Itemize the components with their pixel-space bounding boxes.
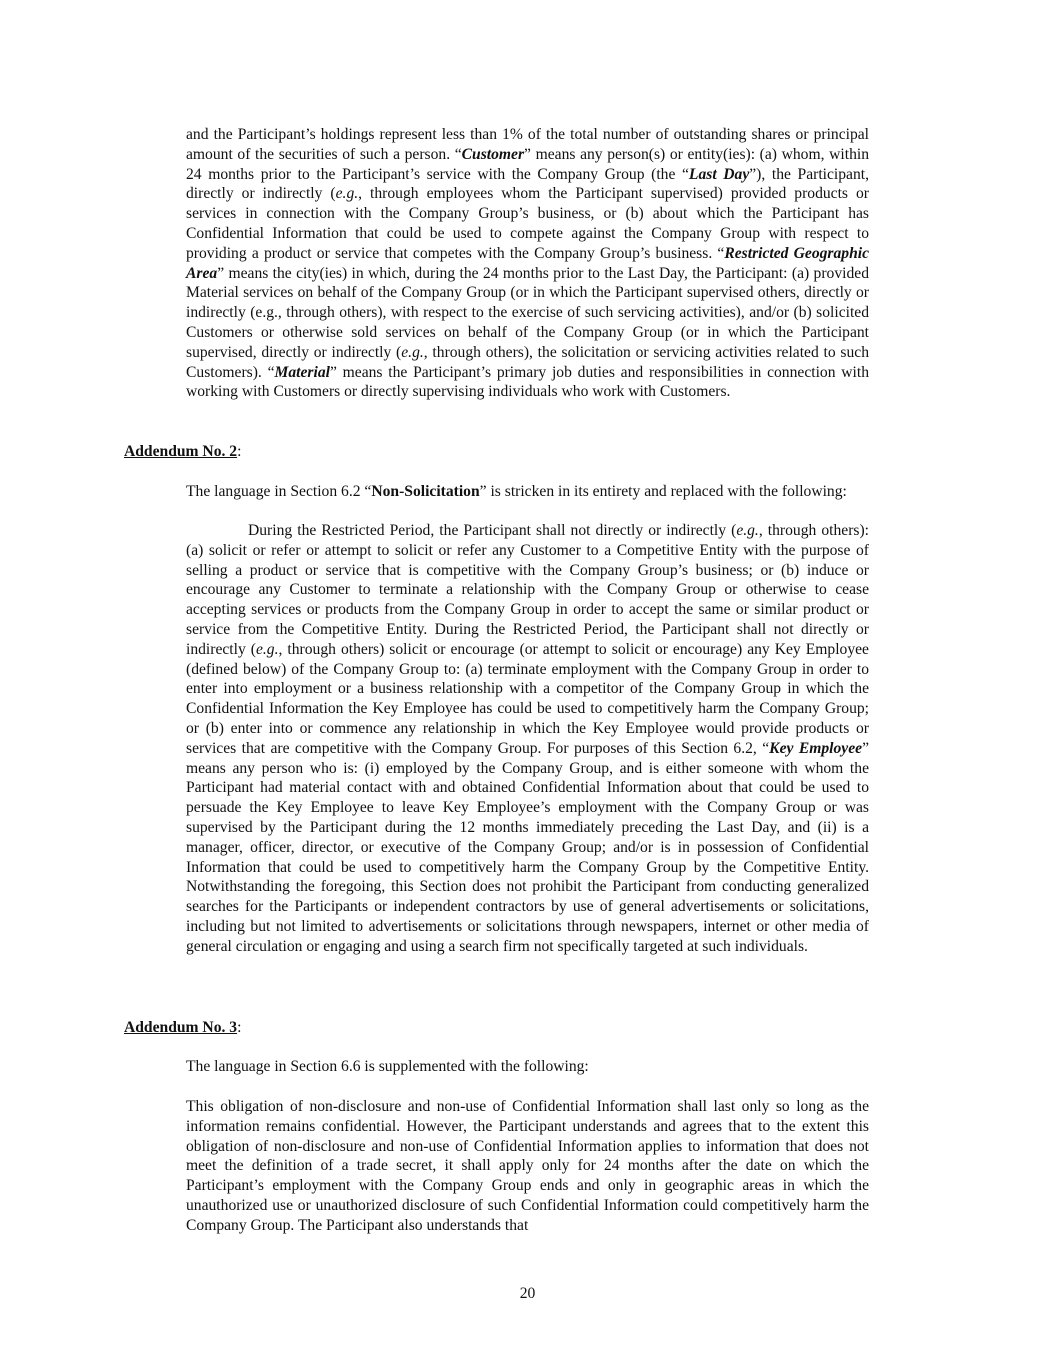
addendum-3-title: Addendum No. 3 [124,1019,238,1036]
addendum-3-heading [124,1018,241,1038]
addendum-3-intro: The language in Section 6.6 is supplemented with the following: [186,1058,589,1075]
text-run: The language in Section 6.2 “ [186,483,372,500]
text-run: ”), the Participant, directly or indirectly ( [186,165,869,203]
text-run: ” is stricken in its entirety and replaced with the following: [479,483,847,500]
text-run: ” means the Participant’s primary job duties and responsibilities in connection with working with Customers or directly supervising individuals who work with Customers. [186,363,869,401]
text-run: ” means the city(ies) in which, during the 24 months prior to the Last Day, the Participant: (a) provided Material services on behalf of the Company Group (or in which the Participant supervised others, directly or indirectly (e.g., through others), with respect to the exercise of such servicing activities), and/or (b) solicited Customers or otherwise sold services on behalf of the Company Group (or in which the Participant supervised, directly or indirectly ( [186,264,869,361]
addendum-2-heading [124,442,241,462]
term-material: Material [274,363,330,381]
term-last-day: Last Day [688,165,750,183]
heading-colon: : [237,1019,242,1036]
term-restricted-geographic-area: Restricted Geographic Area [186,244,870,282]
addendum-2-body [186,521,869,957]
definitions-paragraph [186,125,869,402]
page-number: 20 [519,1285,536,1302]
term-key-employee: Key Employee [769,739,863,757]
addendum-2-title: Addendum No. 2 [124,443,238,460]
eg-abbrev: e.g. [335,185,359,203]
text-run: During the Restricted Period, the Participant shall not directly or indirectly ( [248,522,737,539]
text-run: , through others), the solicitation or servicing activities related to such Customers). “ [186,343,870,381]
eg-abbrev: e.g. [401,343,424,361]
addendum-3-body: This obligation of non-disclosure and non-use of Confidential Information shall last only so long as the information remains confidential. However, the Participant understands and agrees that to the extent this obligation of non-disclosure and non-use of Confidential Information applies to information that does not meet the definition of a trade secret, it shall apply only for 24 months after the date on which the Participant’s employment with the Company Group ends and only in geographic areas in which the unauthorized use or unauthorized disclosure of such Confidential Information could competitively harm the Company Group. The Participant also understands that [186,1098,869,1234]
eg-abbrev: e.g. [736,522,759,539]
text-run: and the Participant’s holdings represent less than 1% of the total number of outstanding shares or principal amount of the securities of such a person. “ [186,126,869,163]
text-run: , through others): (a) solicit or refer or attempt to solicit or refer any Customer to a Competitive Entity with the purpose of selling a product or service that is competitive with the Company Group’s business; or (b) induce or encourage any Customer to terminate a relationship with the Company Group or otherwise to cease accepting services or products from the Company Group in order to accept the same or similar product or service from the Competitive Entity. During the Restricted Period, the Participant shall not directly or indirectly ( [186,522,869,658]
heading-colon: : [237,443,242,460]
text-run: ” means any person(s) or entity(ies): (a) whom, within 24 months prior to the Participant’s service with the Company Group (the “ [186,145,869,183]
term-non-solicitation: Non-Solicitation [371,483,480,500]
term-customer: Customer [461,145,525,163]
text-run: ” means any person who is: (i) employed by the Company Group, and is either someone with whom the Participant had material contact with and obtained Confidential Information about that could be used to persuade the Key Employee to leave Key Employee’s employment with the Company Group or was supervised by the Participant during the 12 months immediately preceding the Last Day, and (ii) is a manager, officer, director, or executive of the Company Group; and/or is in possession of Confidential Information that could be used to competitively harm the Company Group by the Competitive Entity. Notwithstanding the foregoing, this Section does not prohibit the Participant from conducting generalized searches for the Participants or independent contractors by use of general advertisements or solicitations, including but not limited to advertisements or solicitations through newspapers, internet or other media of general circulation or engaging and using a search firm not specifically targeted at such individuals. [186,739,869,955]
eg-abbrev: e.g. [255,640,279,658]
text-run: , through others) solicit or encourage (or attempt to solicit or encourage) any Key Employee (defined below) of the Company Group to: (a) terminate employment with the Company Group in order to enter into employment or a business relationship with a competitor of the Company Group in which the Confidential Information the Key Employee has could be used to competitively harm the Company Group; or (b) enter into or commence any relationship in which the Key Employee would provide products or services that are competitive with the Company Group. For purposes of this Section 6.2, “ [186,640,869,757]
addendum-2-intro [186,482,946,502]
text-run: , through employees whom the Participant supervised) provided products or services in connection with the Company Group’s business, or (b) about which the Participant has Confidential Information that could be used to compete against the Company Group with respect to providing a product or service that competes with the Company Group’s business. “ [186,185,869,262]
